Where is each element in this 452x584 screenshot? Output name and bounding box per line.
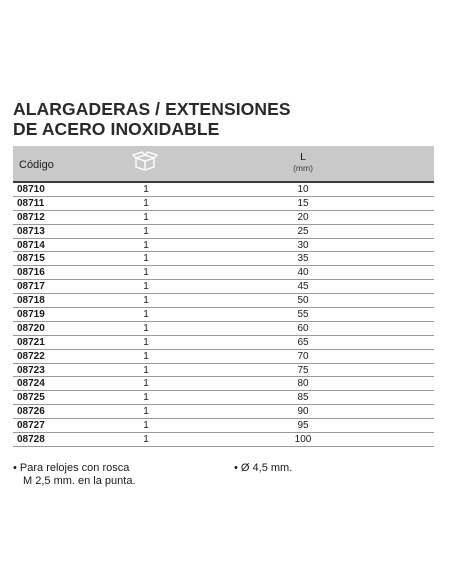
table-row xyxy=(13,266,434,280)
cell-code: 08719 xyxy=(17,309,45,321)
cell-qty: 1 xyxy=(143,420,149,432)
table-header xyxy=(13,146,434,183)
cell-length: 70 xyxy=(297,350,309,362)
header-length xyxy=(273,152,333,174)
cell-code: 08727 xyxy=(17,420,45,432)
cell-qty: 1 xyxy=(143,434,149,446)
cell-code: 08725 xyxy=(17,392,45,404)
cell-length: 85 xyxy=(297,392,309,404)
cell-qty: 1 xyxy=(143,406,149,418)
table-row xyxy=(13,433,434,447)
cell-qty: 1 xyxy=(143,267,149,279)
cell-length: 35 xyxy=(297,253,309,265)
cell-length: 25 xyxy=(297,225,309,237)
cell-code: 08723 xyxy=(17,364,45,376)
cell-qty: 1 xyxy=(143,225,149,237)
table-row xyxy=(13,239,434,253)
cell-code: 08717 xyxy=(17,281,45,293)
cell-qty: 1 xyxy=(143,336,149,348)
cell-length: 100 xyxy=(294,434,312,446)
package-box-icon xyxy=(132,151,158,171)
header-length-unit: (mm) xyxy=(293,163,313,173)
cell-code: 08721 xyxy=(17,336,45,348)
cell-length: 50 xyxy=(297,295,309,307)
table-row xyxy=(13,405,434,419)
cell-code: 08726 xyxy=(17,406,45,418)
table-row xyxy=(13,225,434,239)
cell-qty: 1 xyxy=(143,253,149,265)
cell-code: 08722 xyxy=(17,350,45,362)
table-row xyxy=(13,252,434,266)
cell-qty: 1 xyxy=(143,184,149,195)
note-thread-line-1: • Para relojes con rosca xyxy=(13,462,130,474)
table-row xyxy=(13,280,434,294)
cell-length: 95 xyxy=(297,420,309,432)
cell-length: 60 xyxy=(297,322,309,334)
cell-length: 75 xyxy=(297,364,309,376)
cell-length: 10 xyxy=(297,184,309,195)
table-row xyxy=(13,364,434,378)
cell-code: 08715 xyxy=(17,253,45,265)
cell-code: 08712 xyxy=(17,211,45,223)
note-thread-line-2: M 2,5 mm. en la punta. xyxy=(23,475,136,487)
table-row xyxy=(13,294,434,308)
product-table xyxy=(13,146,434,447)
table-row xyxy=(13,211,434,225)
cell-qty: 1 xyxy=(143,295,149,307)
cell-code: 08718 xyxy=(17,295,45,307)
table-row xyxy=(13,183,434,197)
cell-qty: 1 xyxy=(143,309,149,321)
cell-length: 90 xyxy=(297,406,309,418)
cell-code: 08710 xyxy=(17,184,45,195)
cell-length: 40 xyxy=(297,267,309,279)
table-row xyxy=(13,350,434,364)
cell-qty: 1 xyxy=(143,211,149,223)
cell-code: 08728 xyxy=(17,434,45,446)
table-row xyxy=(13,197,434,211)
cell-qty: 1 xyxy=(143,281,149,293)
table-row xyxy=(13,391,434,405)
note-thread xyxy=(13,462,136,488)
table-row xyxy=(13,322,434,336)
cell-code: 08724 xyxy=(17,378,45,390)
cell-length: 45 xyxy=(297,281,309,293)
cell-length: 65 xyxy=(297,336,309,348)
cell-length: 30 xyxy=(297,239,309,251)
table-row xyxy=(13,419,434,433)
cell-length: 80 xyxy=(297,378,309,390)
cell-qty: 1 xyxy=(143,322,149,334)
cell-qty: 1 xyxy=(143,239,149,251)
cell-code: 08711 xyxy=(17,197,45,209)
title-line-2: DE ACERO INOXIDABLE xyxy=(13,119,220,139)
cell-code: 08713 xyxy=(17,225,45,237)
table-row xyxy=(13,308,434,322)
cell-code: 08714 xyxy=(17,239,45,251)
cell-qty: 1 xyxy=(143,350,149,362)
note-diameter: • Ø 4,5 mm. xyxy=(234,462,293,474)
title-line-1: ALARGADERAS / EXTENSIONES xyxy=(13,99,291,119)
table-row xyxy=(13,336,434,350)
table-row xyxy=(13,377,434,391)
table-body xyxy=(13,183,434,447)
cell-qty: 1 xyxy=(143,392,149,404)
header-code: Código xyxy=(19,159,54,171)
cell-code: 08716 xyxy=(17,267,45,279)
cell-length: 55 xyxy=(297,309,309,321)
cell-code: 08720 xyxy=(17,322,45,334)
cell-qty: 1 xyxy=(143,197,149,209)
cell-qty: 1 xyxy=(143,364,149,376)
header-length-label: L xyxy=(300,151,306,163)
cell-qty: 1 xyxy=(143,378,149,390)
page-title xyxy=(13,99,433,139)
cell-length: 15 xyxy=(297,197,309,209)
cell-length: 20 xyxy=(297,211,309,223)
